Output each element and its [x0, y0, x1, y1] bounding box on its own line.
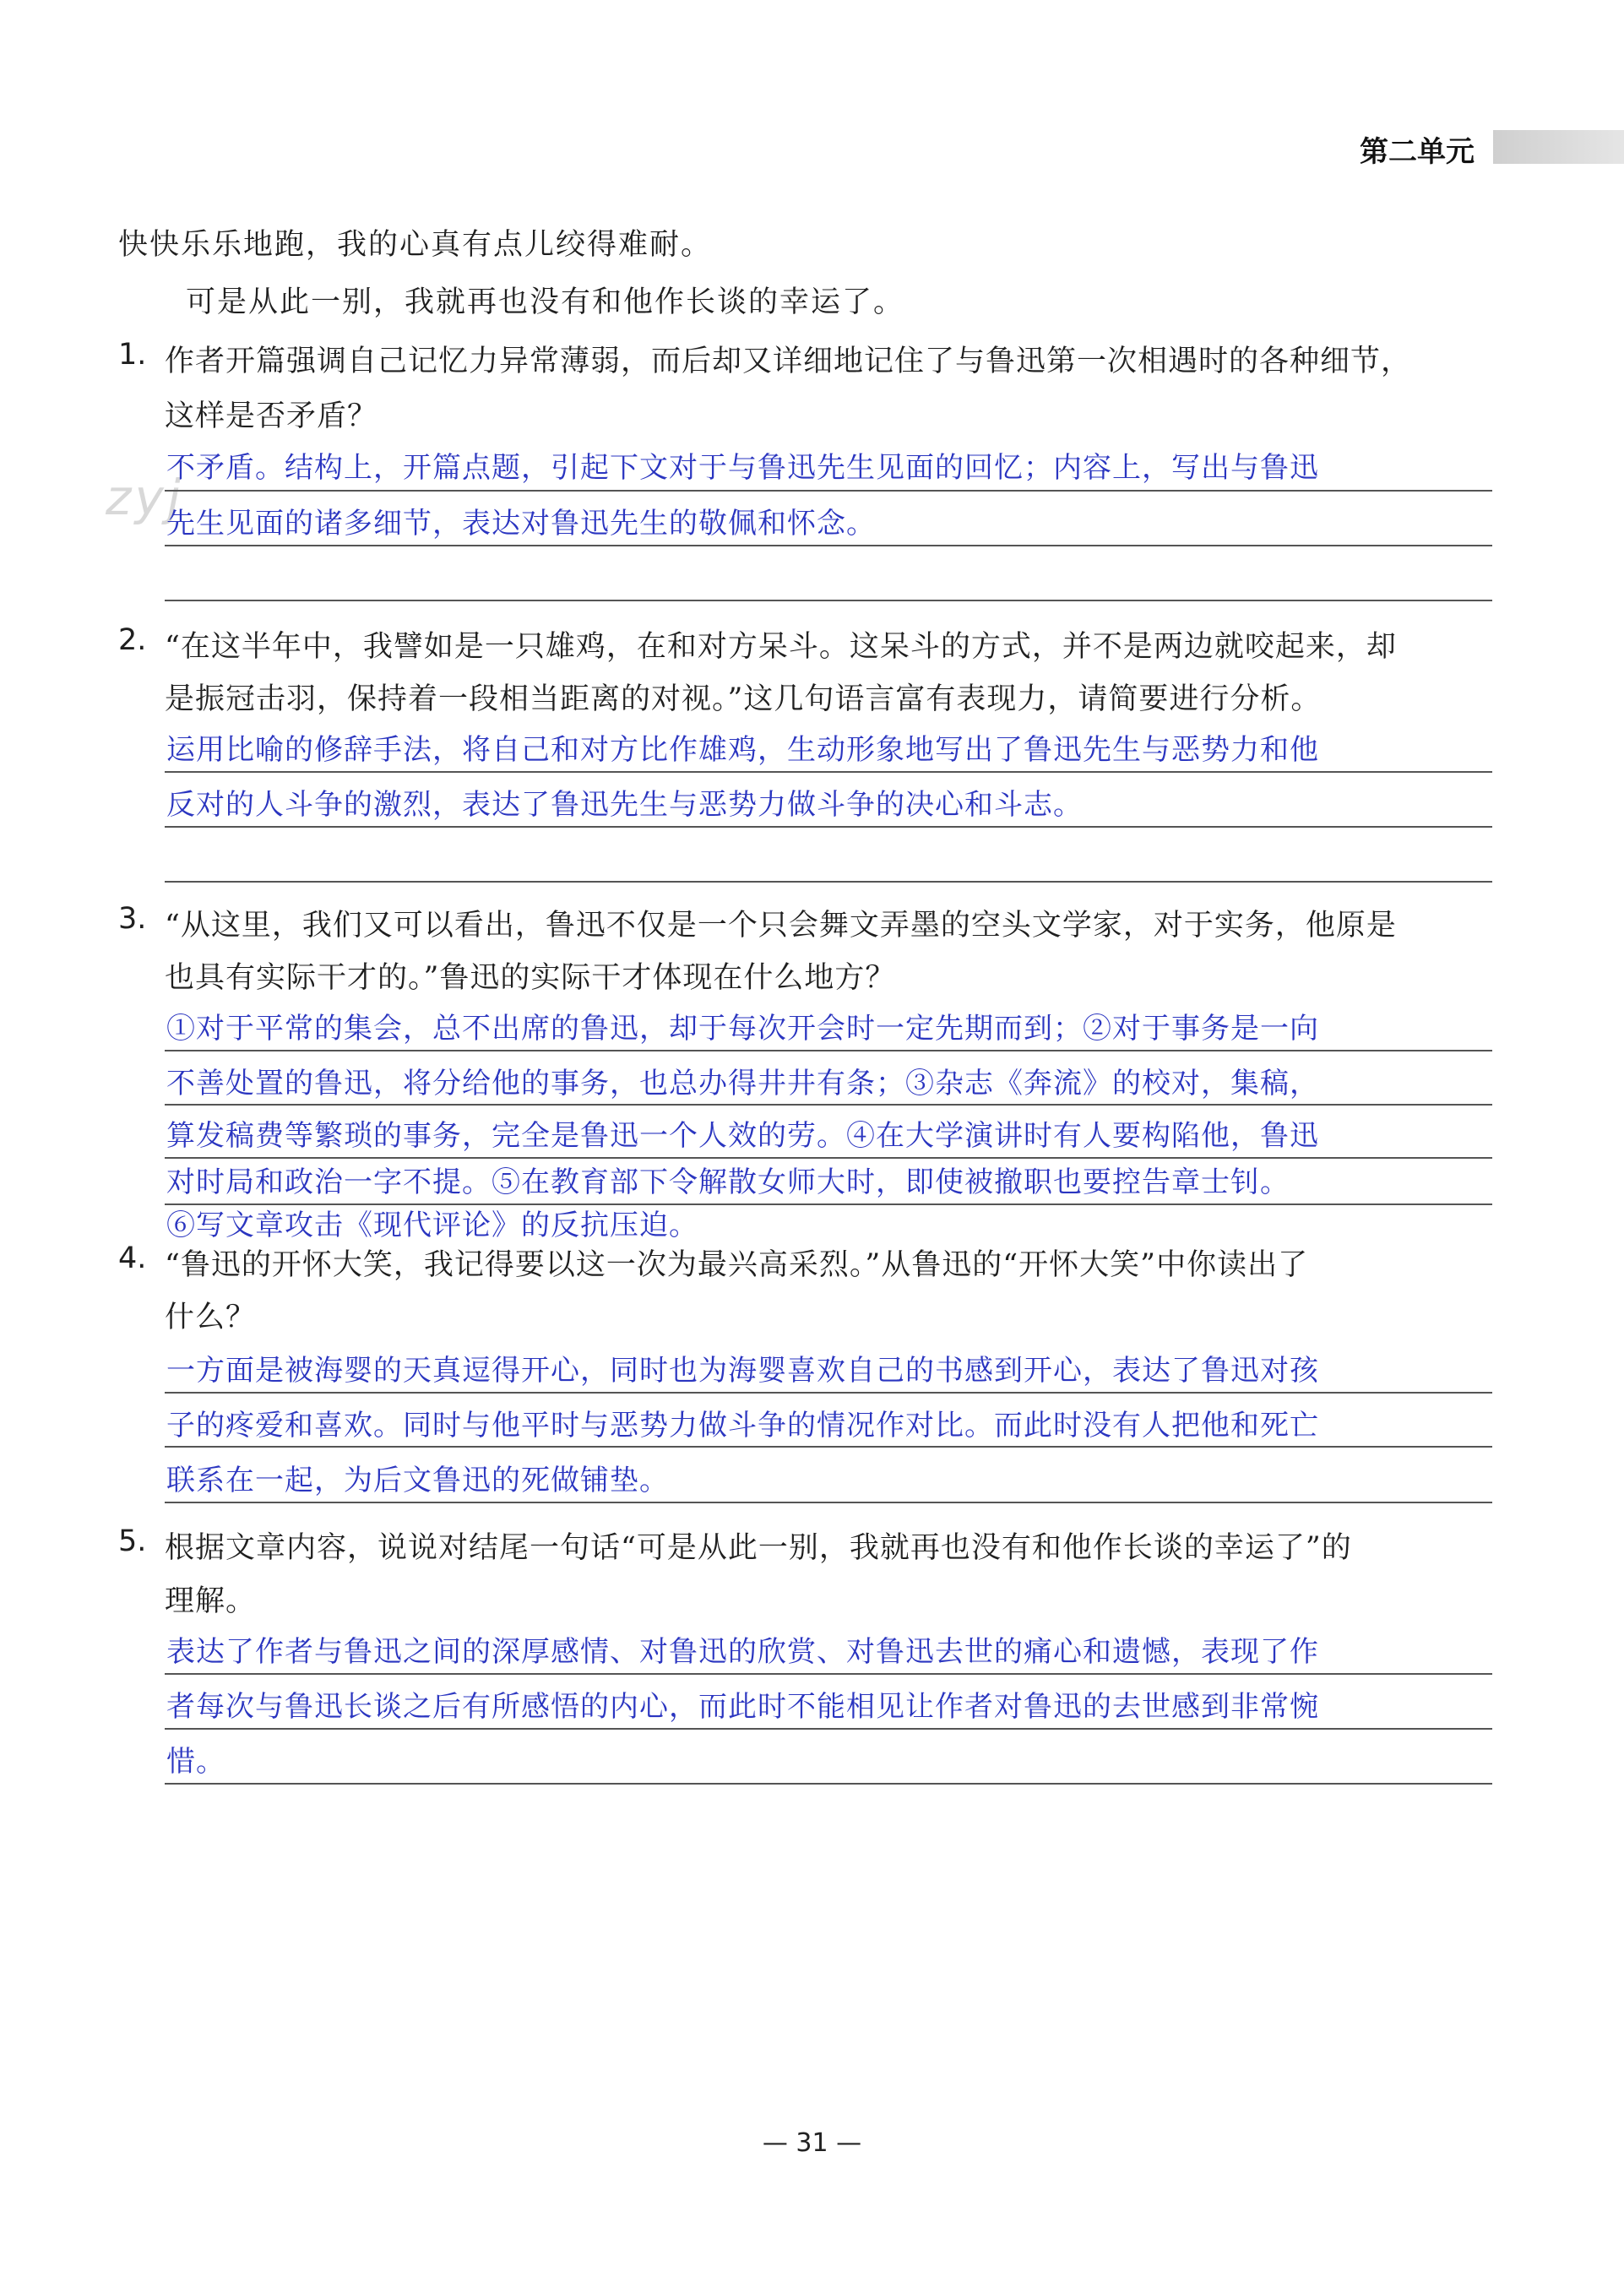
answer-rule: [165, 1783, 1492, 1785]
answer-line: 子的疼爱和喜欢。同时与他平时与恶势力做斗争的情况作对比。而此时没有人把他和死亡: [166, 1409, 1319, 1443]
watermark: zyj: [106, 469, 184, 526]
answer-line: ①对于平常的集会，总不出席的鲁迅，却于每次开会时一定先期而到；②对于事务是一向: [166, 1012, 1319, 1046]
answer-line: 算发稿费等繁琐的事务，完全是鲁迅一个人效的劳。④在大学演讲时有人要构陷他，鲁迅: [166, 1119, 1319, 1153]
unit-header: [1350, 127, 1624, 167]
answer-rule: [165, 545, 1492, 546]
answer-rule: [165, 490, 1492, 492]
question-number: 2.: [118, 623, 147, 657]
question-number: 1.: [118, 338, 147, 372]
unit-title: 第二单元: [1360, 135, 1475, 169]
answer-rule: [165, 1050, 1492, 1051]
page-number: — 31 —: [762, 2128, 862, 2158]
question-text: “从这里，我们又可以看出，鲁迅不仅是一个只会舞文弄墨的空头文学家，对于实务，他原是: [165, 909, 1397, 943]
question-text: “鲁迅的开怀大笑，我记得要以这一次为最兴高采烈。”从鲁迅的“开怀大笑”中你读出了: [165, 1248, 1309, 1282]
answer-line: 对时局和政治一字不提。⑤在教育部下令解散女师大时，即使被撤职也要控告章士钊。: [166, 1165, 1290, 1199]
answer-rule: [165, 771, 1492, 773]
answer-rule: [165, 1392, 1492, 1394]
answer-line: 反对的人斗争的激烈，表达了鲁迅先生与恶势力做斗争的决心和斗志。: [166, 788, 1083, 822]
question-number: 3.: [118, 902, 147, 936]
answer-rule: [165, 1446, 1492, 1448]
passage-line: 可是从此一别，我就再也没有和他作长谈的幸运了。: [186, 285, 905, 319]
answer-rule: [165, 881, 1492, 883]
answer-line: 不矛盾。结构上，开篇点题，引起下文对于与鲁迅先生见面的回忆；内容上，写出与鲁迅: [166, 451, 1319, 485]
question-text: “在这半年中，我譬如是一只雄鸡，在和对方呆斗。这呆斗的方式，并不是两边就咬起来，却: [165, 630, 1397, 664]
answer-rule: [165, 1673, 1492, 1675]
question-number: 5.: [118, 1524, 147, 1558]
answer-line: 表达了作者与鲁迅之间的深厚感情、对鲁迅的欣赏、对鲁迅去世的痛心和遗憾，表现了作: [166, 1635, 1319, 1669]
question-text: 也具有实际干才的。”鲁迅的实际干才体现在什么地方？: [165, 961, 896, 995]
unit-header-bar: [1493, 130, 1624, 164]
question-number: 4.: [118, 1242, 147, 1275]
answer-line: 者每次与鲁迅长谈之后有所感悟的内心，而此时不能相见让作者对鲁迅的去世感到非常惋: [166, 1690, 1319, 1724]
answer-rule: [165, 1502, 1492, 1503]
question-text: 这样是否矛盾？: [165, 399, 378, 433]
answer-line: 惜。: [166, 1745, 225, 1779]
answer-line: ⑥写文章攻击《现代评论》的反抗压迫。: [166, 1209, 698, 1242]
answer-line: 联系在一起，为后文鲁迅的死做铺垫。: [166, 1464, 669, 1497]
answer-line: 运用比喻的修辞手法，将自己和对方比作雄鸡，生动形象地写出了鲁迅先生与恶势力和他: [166, 733, 1319, 767]
question-text: 理解。: [165, 1584, 257, 1618]
answer-line: 一方面是被海婴的天真逗得开心，同时也为海婴喜欢自己的书感到开心，表达了鲁迅对孩: [166, 1354, 1319, 1388]
answer-line: 不善处置的鲁迅，将分给他的事务，也总办得井井有条；③杂志《奔流》的校对，集稿，: [166, 1067, 1319, 1100]
answer-line: 先生见面的诸多细节，表达对鲁迅先生的敬佩和怀念。: [166, 507, 876, 541]
answer-rule: [165, 600, 1492, 601]
passage-line: 快快乐乐地跑，我的心真有点儿绞得难耐。: [118, 228, 713, 262]
question-text: 什么？: [165, 1301, 257, 1334]
answer-rule: [165, 1728, 1492, 1730]
question-text: 作者开篇强调自己记忆力异常薄弱，而后却又详细地记住了与鲁迅第一次相遇时的各种细节，: [165, 345, 1412, 378]
answer-rule: [165, 1104, 1492, 1106]
question-text: 是振冠击羽，保持着一段相当距离的对视。”这几句语言富有表现力，请简要进行分析。: [165, 682, 1322, 716]
answer-rule: [165, 826, 1492, 828]
question-text: 根据文章内容，说说对结尾一句话“可是从此一别，我就再也没有和他作长谈的幸运了”的: [165, 1531, 1352, 1565]
